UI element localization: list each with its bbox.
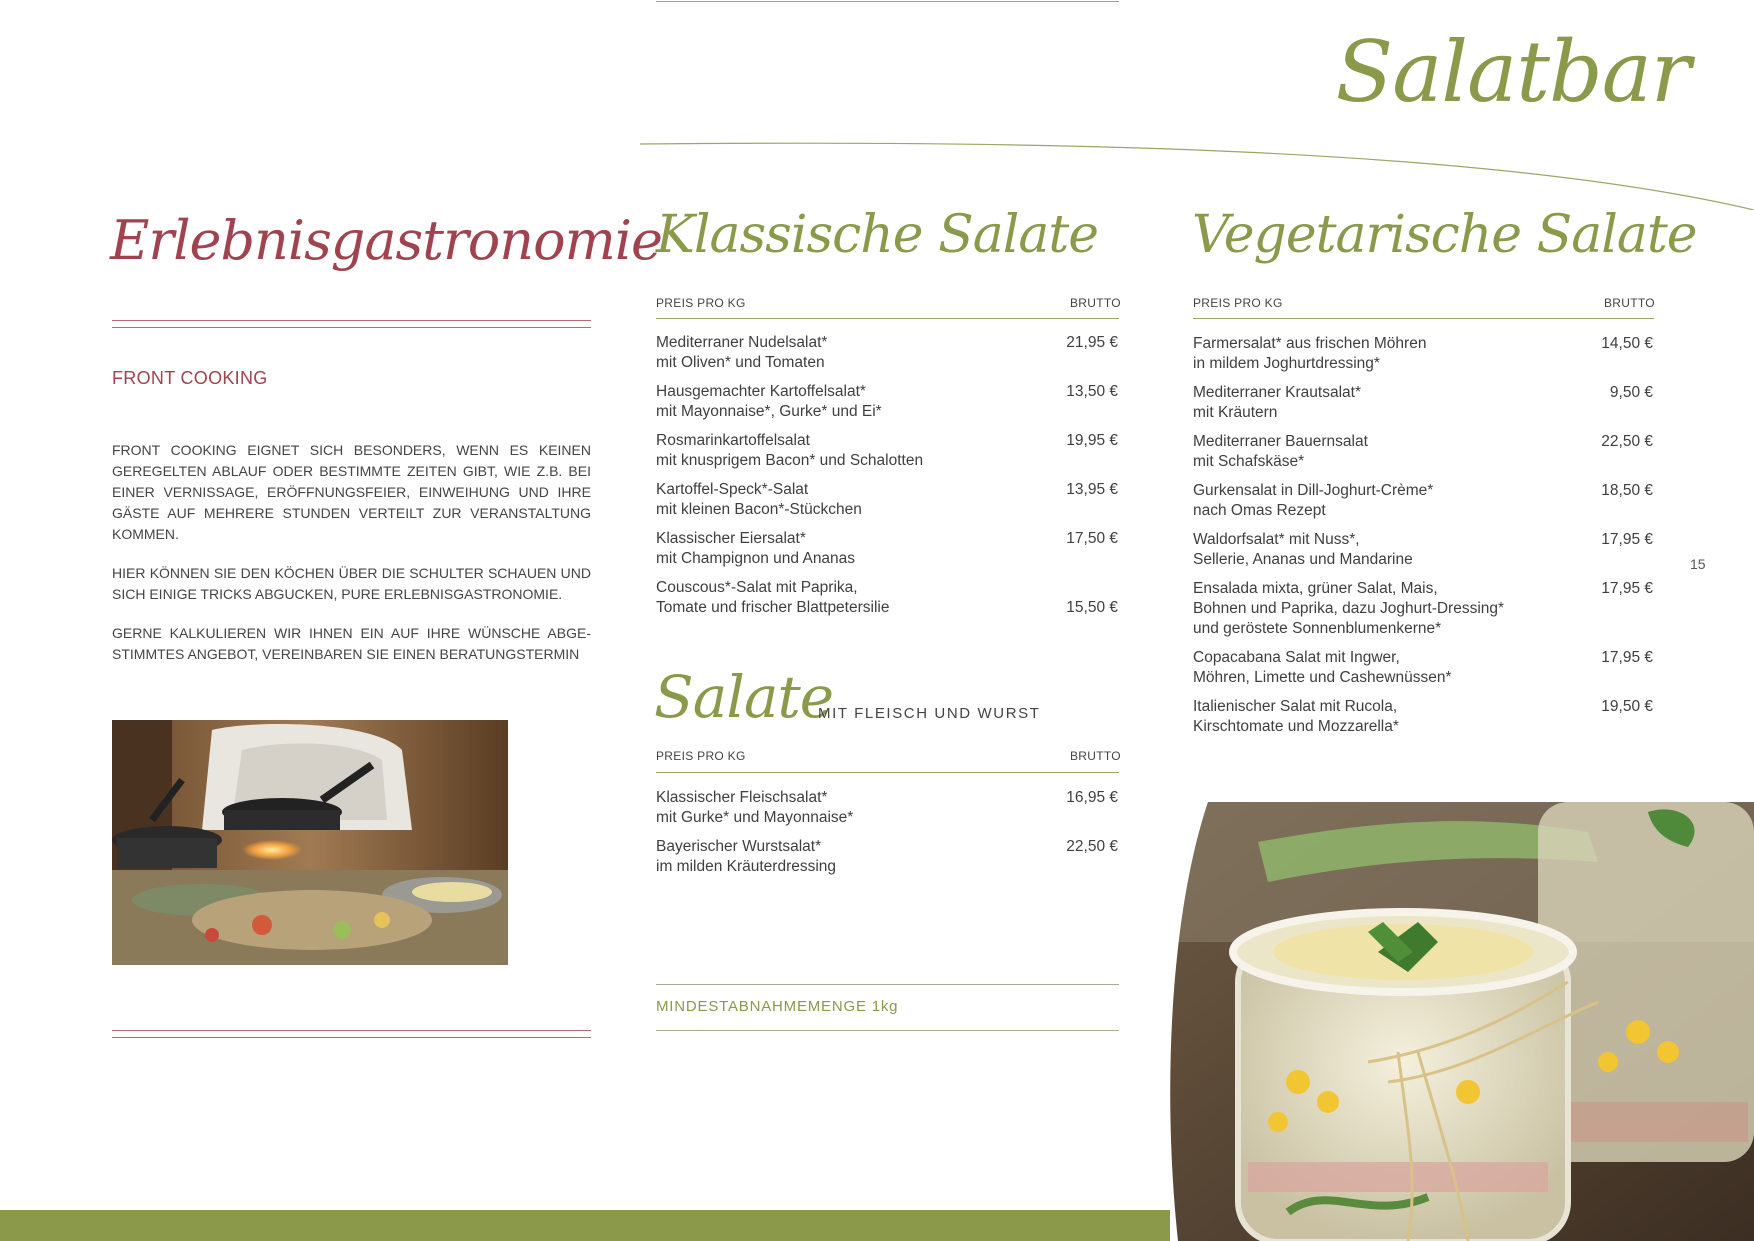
item-description: mit kleinen Bacon*-Stückchen: [656, 501, 862, 518]
item-price: 9,50 €: [1609, 384, 1653, 401]
vegetarische-col-price-label: PREIS PRO KG: [1193, 296, 1283, 310]
bottom-bar: [0, 1210, 1170, 1241]
item-price: 13,95 €: [1066, 481, 1118, 498]
salad-jars-photo: [1168, 802, 1754, 1241]
menu-item: [656, 480, 1118, 520]
item-price: 17,95 €: [1601, 649, 1653, 666]
item-name: Couscous*-Salat mit Paprika,: [656, 579, 858, 596]
klassische-col-price-label: PREIS PRO KG: [656, 296, 746, 310]
menu-item: [656, 431, 1118, 471]
item-description: Kirschtomate und Mozzarella*: [1193, 718, 1399, 735]
item-description: Möhren, Limette und Cashewnüssen*: [1193, 669, 1452, 686]
menu-item: [656, 837, 1118, 877]
left-bottom-rule: [112, 1030, 591, 1038]
item-name: Mediterraner Bauernsalat: [1193, 433, 1368, 450]
item-name: Waldorfsalat* mit Nuss*,: [1193, 531, 1360, 548]
item-price: 17,50 €: [1066, 530, 1118, 547]
item-price: 19,50 €: [1601, 698, 1653, 715]
item-name: Mediterraner Krautsalat*: [1193, 384, 1361, 401]
front-cooking-photo: [112, 720, 508, 965]
item-price: 14,50 €: [1601, 335, 1653, 352]
item-price: 15,50 €: [1066, 599, 1118, 616]
menu-item: [1193, 383, 1653, 423]
vegetarische-heading: Vegetarische Salate: [1192, 205, 1697, 265]
menu-item: [1193, 334, 1653, 374]
minimum-order-note: MINDESTABNAHMEMENGE 1kg: [656, 998, 899, 1015]
item-price: 17,95 €: [1601, 580, 1653, 597]
item-description: Tomate und frischer Blattpetersilie: [656, 599, 890, 616]
item-price: 16,95 €: [1066, 789, 1118, 806]
minimum-top-rule: [656, 984, 1119, 985]
klassische-header-rule: [656, 318, 1119, 319]
item-name: Hausgemachter Kartoffelsalat*: [656, 383, 866, 400]
item-name: Farmersalat* aus frischen Möhren: [1193, 335, 1427, 352]
left-heading-rule: [112, 320, 591, 328]
item-name: Ensalada mixta, grüner Salat, Mais,: [1193, 580, 1438, 597]
minimum-bottom-rule: [656, 1030, 1119, 1031]
item-description: mit Gurke* und Mayonnaise*: [656, 809, 854, 826]
fleisch-col-brutto-label: BRUTTO: [1070, 749, 1121, 763]
item-name: Bayerischer Wurstsalat*: [656, 838, 822, 855]
page-title: Salatbar: [1335, 23, 1690, 121]
item-name: Kartoffel-Speck*-Salat: [656, 481, 809, 498]
menu-item: [1193, 579, 1653, 639]
menu-item: [656, 529, 1118, 569]
item-description: Sellerie, Ananas und Mandarine: [1193, 551, 1413, 568]
front-cooking-subheading: FRONT COOKING: [112, 368, 268, 388]
menu-item: [656, 578, 1118, 618]
menu-item: [1193, 481, 1653, 521]
vegetarische-header-rule: [1193, 318, 1654, 319]
fleisch-heading-suffix: MIT FLEISCH UND WURST: [818, 705, 1041, 722]
menu-item: [1193, 530, 1653, 570]
item-name: Klassischer Fleischsalat*: [656, 789, 828, 806]
item-description: mit Kräutern: [1193, 404, 1278, 421]
menu-item: [1193, 697, 1653, 737]
item-description: mit Mayonnaise*, Gurke* und Ei*: [656, 403, 882, 420]
fleisch-heading: Salate: [654, 663, 834, 731]
item-price: 22,50 €: [1601, 433, 1653, 450]
fleisch-col-price-label: PREIS PRO KG: [656, 749, 746, 763]
offer-paragraph: GERNE KALKULIEREN WIR IHNEN EIN AUF IHRE WÜNSCHE ABGE-STIMMTES ANGEBOT, VEREINBAREN SIE EINEN BERATUNGSTERMIN: [112, 625, 591, 662]
item-description: mit knusprigem Bacon* und Schalotten: [656, 452, 924, 469]
menu-item: [656, 788, 1118, 828]
left-heading: Erlebnisgastronomie: [110, 209, 663, 272]
item-price: 21,95 €: [1066, 334, 1118, 351]
item-price: 17,95 €: [1601, 531, 1653, 548]
menu-item: [656, 333, 1118, 373]
item-price: 18,50 €: [1601, 482, 1653, 499]
menu-item: [1193, 648, 1653, 688]
item-description: mit Oliven* und Tomaten: [656, 354, 825, 371]
item-description: mit Schafskäse*: [1193, 453, 1305, 470]
item-description: in mildem Joghurtdressing*: [1193, 355, 1380, 372]
item-price: 19,95 €: [1066, 432, 1118, 449]
klassische-col-brutto-label: BRUTTO: [1070, 296, 1121, 310]
item-name: Rosmarinkartoffelsalat: [656, 432, 810, 449]
item-name: Copacabana Salat mit Ingwer,: [1193, 649, 1400, 666]
item-description: nach Omas Rezept: [1193, 502, 1326, 519]
menu-item: [1193, 432, 1653, 472]
top-rule: [656, 1, 1119, 2]
fleisch-header-rule: [656, 772, 1119, 773]
header-curve: [640, 130, 1754, 210]
item-name: Italienischer Salat mit Rucola,: [1193, 698, 1398, 715]
item-description: im milden Kräuterdressing: [656, 858, 837, 875]
item-name: Gurkensalat in Dill-Joghurt-Crème*: [1193, 482, 1434, 499]
menu-item: [656, 382, 1118, 422]
intro-paragraph: FRONT COOKING EIGNET SICH BESONDERS, WENN ES KEINEN GEREGELTEN ABLAUF ODER BESTIMMTE ZEITEN GIBT, WIE Z.B. BEI EINER VERNISSAGE, ERÖFFNUNGSFEIER, EINWEIHUNG UND IHRE GÄSTE AUF MEHRERE STUNDEN VERTEILT ZUR VERANSTALTUNG KOMMEN.: [112, 442, 591, 542]
item-description-extra: und geröstete Sonnenblumenkerne*: [1193, 620, 1442, 637]
item-name: Klassischer Eiersalat*: [656, 530, 806, 547]
item-description: Bohnen und Paprika, dazu Joghurt-Dressing*: [1193, 600, 1505, 617]
item-description: mit Champignon und Ananas: [656, 550, 856, 567]
vegetarische-col-brutto-label: BRUTTO: [1604, 296, 1655, 310]
page-number: 15: [1690, 556, 1706, 572]
left-text-block: [112, 440, 591, 683]
item-name: Mediterraner Nudelsalat*: [656, 334, 828, 351]
item-price: 22,50 €: [1066, 838, 1118, 855]
tricks-paragraph: HIER KÖNNEN SIE DEN KÖCHEN ÜBER DIE SCHULTER SCHAUEN UND SICH EINIGE TRICKS ABGUCKEN, PURE ERLEBNISGASTRONOMIE.: [112, 565, 591, 602]
klassische-heading: Klassische Salate: [656, 205, 1099, 265]
item-price: 13,50 €: [1066, 383, 1118, 400]
